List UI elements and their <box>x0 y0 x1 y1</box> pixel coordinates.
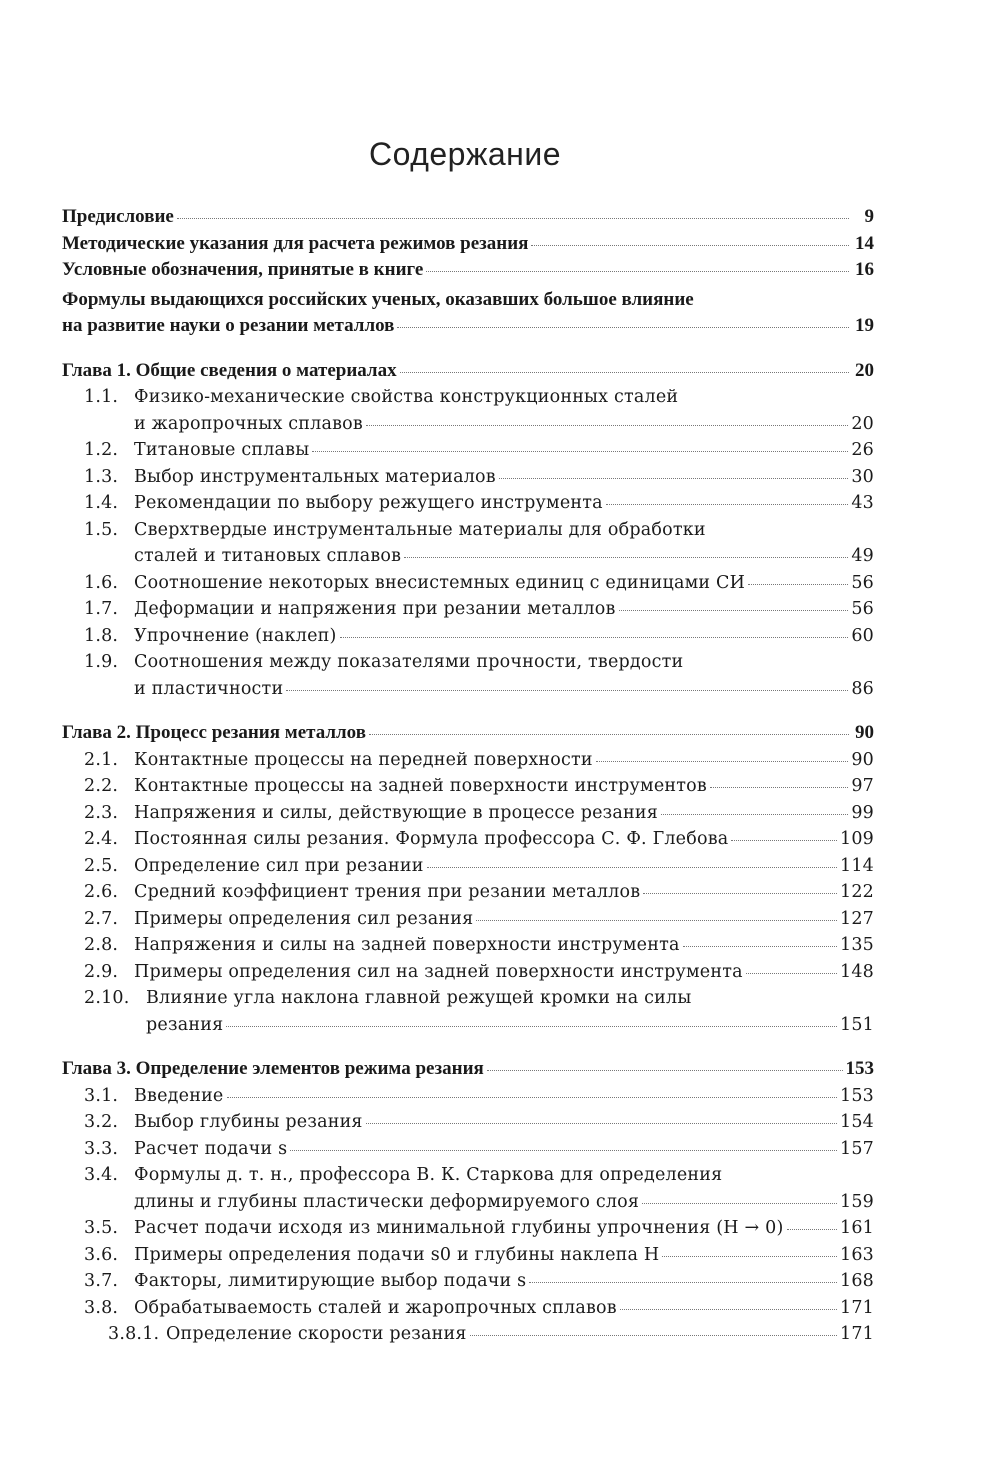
page-number: 153 <box>845 1058 874 1079</box>
dot-leader <box>427 867 837 868</box>
section-number: 2.10. <box>84 988 130 1008</box>
section-number: 2.2. <box>84 776 119 796</box>
entry-text: Предисловие <box>62 206 174 227</box>
entry-text: Влияние угла наклона главной режущей кромки на силы <box>146 988 692 1008</box>
toc-entry-row <box>84 676 874 703</box>
page-number: 157 <box>839 1138 874 1159</box>
dot-leader <box>529 1282 837 1283</box>
page-number: 122 <box>839 882 874 902</box>
dot-leader <box>226 1026 837 1027</box>
dot-leader <box>426 271 849 272</box>
dot-leader <box>596 761 849 762</box>
toc-entry-row <box>84 570 874 597</box>
toc-section[interactable] <box>62 773 874 800</box>
toc-section[interactable] <box>62 1162 874 1215</box>
entry-text: Определение сил при резании <box>134 855 424 876</box>
toc-chapter[interactable] <box>62 720 874 747</box>
entry-text: Определение скорости резания <box>166 1324 467 1344</box>
entry-text: Соотношение некоторых внесистемных единиц с единицами СИ <box>134 572 746 593</box>
entry-text: на развитие науки о резании металлов <box>62 315 395 336</box>
section-number: 1.8. <box>84 625 119 646</box>
page-number: 19 <box>855 315 874 336</box>
dot-leader <box>642 1203 837 1204</box>
dot-leader <box>312 451 848 452</box>
toc-entry-row <box>84 596 874 623</box>
page-number: 60 <box>851 625 874 646</box>
section-number: 1.4. <box>84 493 119 513</box>
toc-entry-row <box>84 879 874 906</box>
dot-leader <box>787 1229 837 1230</box>
dot-leader <box>227 1097 837 1098</box>
entry-text: Соотношения между показателями прочности, твердости <box>134 652 684 672</box>
toc-entry-line <box>84 517 874 544</box>
toc-entry-row <box>62 358 874 385</box>
toc-entry-row <box>84 826 874 853</box>
toc-entry-row <box>84 1295 874 1322</box>
entry-text: Методические указания для расчета режимов резания <box>62 232 529 254</box>
toc-chapter[interactable] <box>62 1056 874 1083</box>
toc-section[interactable] <box>62 570 874 597</box>
toc-entry-row <box>62 231 874 258</box>
entry-text: Расчет подачи исходя из минимальной глубины упрочнения (H → 0) <box>134 1218 784 1238</box>
page-number: 97 <box>851 776 874 796</box>
toc-entry-row <box>84 1215 874 1242</box>
toc-entry-row <box>62 1056 874 1083</box>
dot-leader <box>662 1256 837 1257</box>
section-number: 3.5. <box>84 1218 119 1238</box>
section-number: 2.3. <box>84 802 119 823</box>
toc-entry-row <box>84 437 874 464</box>
section-number: 2.5. <box>84 855 119 876</box>
section-number: 3.7. <box>84 1271 119 1291</box>
page-number: 171 <box>839 1297 874 1318</box>
entry-text: Рекомендации по выбору режущего инструмента <box>134 493 603 513</box>
dot-leader <box>286 690 848 691</box>
entry-text: Постоянная силы резания. Формула профессора С. Ф. Глебова <box>134 829 729 849</box>
dot-leader <box>619 610 849 611</box>
dot-leader <box>404 557 848 558</box>
entry-text: Напряжения и силы, действующие в процессе резания <box>134 802 659 823</box>
toc-section[interactable] <box>62 932 874 959</box>
section-number: 1.7. <box>84 599 119 619</box>
toc-entry-line <box>84 649 874 676</box>
toc-entry-row <box>84 932 874 959</box>
entry-text: Примеры определения подачи s0 и глубины наклепа H <box>134 1244 660 1265</box>
entry-text: Расчет подачи s <box>134 1138 288 1159</box>
dot-leader <box>177 218 849 219</box>
toc-entry-row <box>84 1242 874 1269</box>
page-number: 163 <box>839 1244 874 1265</box>
page-number: 168 <box>839 1271 874 1291</box>
dot-leader <box>643 893 837 894</box>
page-number: 109 <box>839 829 874 849</box>
toc-section[interactable] <box>62 464 874 491</box>
toc-entry-front[interactable] <box>62 231 874 258</box>
dot-leader <box>366 425 848 426</box>
toc-entry-line <box>84 985 874 1012</box>
toc-entry-row <box>84 490 874 517</box>
entry-text: Формулы выдающихся российских ученых, оказавших большое влияние <box>62 288 694 310</box>
dot-leader <box>340 637 849 638</box>
entry-text: резания <box>146 1014 224 1035</box>
toc-entry-line <box>84 384 874 411</box>
section-number: 2.1. <box>84 749 119 770</box>
toc-entry-row <box>84 747 874 774</box>
section-number: 2.9. <box>84 961 119 982</box>
page-number: 153 <box>839 1085 874 1106</box>
page-number: 148 <box>839 961 874 982</box>
page-number: 159 <box>839 1191 874 1212</box>
toc-entry-row <box>84 1083 874 1110</box>
section-number: 3.3. <box>84 1138 119 1159</box>
toc-entry-row <box>62 720 874 747</box>
toc-entry-front[interactable] <box>62 204 874 231</box>
entry-text: Средний коэффициент трения при резании металлов <box>134 882 641 902</box>
dot-leader <box>661 814 848 815</box>
toc-entry-row <box>84 623 874 650</box>
toc-section[interactable] <box>62 985 874 1038</box>
dot-leader <box>710 787 848 788</box>
toc-entry-row <box>84 1268 874 1295</box>
toc-entry-row <box>84 1136 874 1163</box>
dot-leader <box>487 1070 843 1071</box>
toc-section[interactable] <box>62 1242 874 1269</box>
toc-section[interactable] <box>62 1295 874 1322</box>
toc-section[interactable] <box>62 879 874 906</box>
page-title: Содержание <box>368 136 561 172</box>
page-number: 154 <box>839 1112 874 1132</box>
entry-text: Деформации и напряжения при резании металлов <box>134 599 616 619</box>
toc-entry-row <box>84 543 874 570</box>
entry-text: длины и глубины пластически деформируемого слоя <box>134 1191 640 1212</box>
toc-entry-line <box>84 1162 874 1189</box>
entry-text: Контактные процессы на передней поверхности <box>134 749 593 770</box>
dot-leader <box>397 327 849 328</box>
toc-entry-row <box>84 411 874 438</box>
section-number: 1.2. <box>84 440 119 460</box>
toc-entry-row <box>84 1012 874 1039</box>
toc-section[interactable] <box>62 1321 874 1348</box>
entry-text: Титановые сплавы <box>134 440 310 460</box>
section-number: 2.6. <box>84 882 119 902</box>
page-number: 135 <box>839 935 874 955</box>
dot-leader <box>499 478 848 479</box>
toc-entry-row <box>84 464 874 491</box>
toc-entry-front[interactable] <box>62 287 874 340</box>
dot-leader <box>683 946 837 947</box>
entry-text: Примеры определения сил на задней поверхности инструмента <box>134 961 743 982</box>
toc-entry-row <box>84 906 874 933</box>
toc-section[interactable] <box>62 437 874 464</box>
toc-section[interactable] <box>62 517 874 570</box>
toc-section[interactable] <box>62 853 874 880</box>
toc-section[interactable] <box>62 747 874 774</box>
page-number: 20 <box>851 413 874 434</box>
entry-text: Физико-механические свойства конструкционных сталей <box>134 387 679 407</box>
dot-leader <box>400 372 849 373</box>
toc-section[interactable] <box>62 1109 874 1136</box>
entry-text: Примеры определения сил резания <box>134 908 474 929</box>
toc-entry-row <box>84 853 874 880</box>
entry-text: Глава 1. Общие сведения о материалах <box>62 359 397 381</box>
page-number: 20 <box>855 359 874 381</box>
page-number: 90 <box>851 749 874 770</box>
page-number: 14 <box>855 232 874 254</box>
entry-text: Напряжения и силы на задней поверхности инструмента <box>134 935 680 955</box>
entry-text: Выбор глубины резания <box>134 1112 363 1132</box>
section-number: 3.4. <box>84 1165 119 1185</box>
toc-entry-row <box>62 204 874 231</box>
section-number: 2.7. <box>84 908 119 929</box>
dot-leader <box>366 1123 837 1124</box>
page-number: 30 <box>851 466 874 487</box>
toc-section[interactable] <box>62 959 874 986</box>
entry-text: Сверхтвердые инструментальные материалы для обработки <box>134 519 706 540</box>
toc-entry-row <box>84 959 874 986</box>
toc-entry-row <box>62 257 874 284</box>
toc-chapter[interactable] <box>62 358 874 385</box>
page-number: 86 <box>851 678 874 699</box>
entry-text: Условные обозначения, принятые в книге <box>62 259 424 280</box>
page-number: 16 <box>855 259 874 280</box>
toc-section[interactable] <box>62 1083 874 1110</box>
page-number: 9 <box>864 206 874 227</box>
page-number: 114 <box>839 855 874 876</box>
page-number: 161 <box>839 1218 874 1238</box>
section-number: 2.4. <box>84 829 119 849</box>
entry-text: Введение <box>134 1085 224 1106</box>
toc-section[interactable] <box>62 906 874 933</box>
page-number: 151 <box>839 1014 874 1035</box>
section-number: 1.9. <box>84 652 119 672</box>
page-number: 43 <box>851 493 874 513</box>
toc-section[interactable] <box>62 800 874 827</box>
page-number: 99 <box>851 802 874 823</box>
entry-text: сталей и титановых сплавов <box>134 546 402 566</box>
toc-entry-row <box>84 800 874 827</box>
toc-section[interactable] <box>62 490 874 517</box>
entry-text: Глава 2. Процесс резания металлов <box>62 722 366 743</box>
toc-entry-row <box>62 313 874 340</box>
section-number: 3.2. <box>84 1112 119 1132</box>
entry-text: Обрабатываемость сталей и жаропрочных сплавов <box>134 1297 617 1318</box>
toc-section[interactable] <box>62 1215 874 1242</box>
dot-leader <box>606 504 849 505</box>
entry-text: Контактные процессы на задней поверхности инструментов <box>134 776 707 796</box>
page-number: 26 <box>851 440 874 460</box>
entry-text: Выбор инструментальных материалов <box>134 466 496 487</box>
section-number: 3.1. <box>84 1085 119 1106</box>
section-number: 1.5. <box>84 519 119 540</box>
toc-entry-front[interactable] <box>62 257 874 284</box>
toc-section[interactable] <box>62 623 874 650</box>
section-number: 1.3. <box>84 466 119 487</box>
dot-leader <box>531 245 849 246</box>
entry-text: Формулы д. т. н., профессора В. К. Старкова для определения <box>134 1165 723 1185</box>
page-number: 56 <box>851 572 874 593</box>
toc-section[interactable] <box>62 384 874 437</box>
entry-text: и жаропрочных сплавов <box>134 413 363 434</box>
entry-text: Факторы, лимитирующие выбор подачи s <box>134 1271 527 1291</box>
dot-leader <box>290 1150 837 1151</box>
dot-leader <box>470 1335 837 1336</box>
dot-leader <box>746 973 837 974</box>
section-number: 3.8. <box>84 1297 119 1318</box>
section-number: 2.8. <box>84 935 119 955</box>
dot-leader <box>620 1309 837 1310</box>
toc-section[interactable] <box>62 649 874 702</box>
table-of-contents <box>62 204 874 1348</box>
page-number: 171 <box>839 1324 874 1344</box>
dot-leader <box>731 840 837 841</box>
page-number: 49 <box>851 546 874 566</box>
toc-section[interactable] <box>62 826 874 853</box>
toc-section[interactable] <box>62 1268 874 1295</box>
toc-section[interactable] <box>62 1136 874 1163</box>
page-number: 90 <box>855 722 874 743</box>
dot-leader <box>476 920 837 921</box>
section-number: 3.6. <box>84 1244 119 1265</box>
section-number: 1.1. <box>84 387 119 407</box>
section-number: 1.6. <box>84 572 119 593</box>
entry-text: Глава 3. Определение элементов режима резания <box>62 1058 484 1079</box>
entry-text: Упрочнение (наклеп) <box>134 625 337 646</box>
page-number: 56 <box>851 599 874 619</box>
toc-entry-row <box>108 1321 874 1348</box>
dot-leader <box>369 734 849 735</box>
section-number: 3.8.1. <box>108 1324 160 1344</box>
page-number: 127 <box>839 908 874 929</box>
toc-entry-row <box>84 773 874 800</box>
toc-entry-row <box>84 1189 874 1216</box>
toc-section[interactable] <box>62 596 874 623</box>
dot-leader <box>748 584 848 585</box>
toc-entry-row <box>84 1109 874 1136</box>
toc-entry-line <box>62 287 874 314</box>
entry-text: и пластичности <box>134 678 284 699</box>
